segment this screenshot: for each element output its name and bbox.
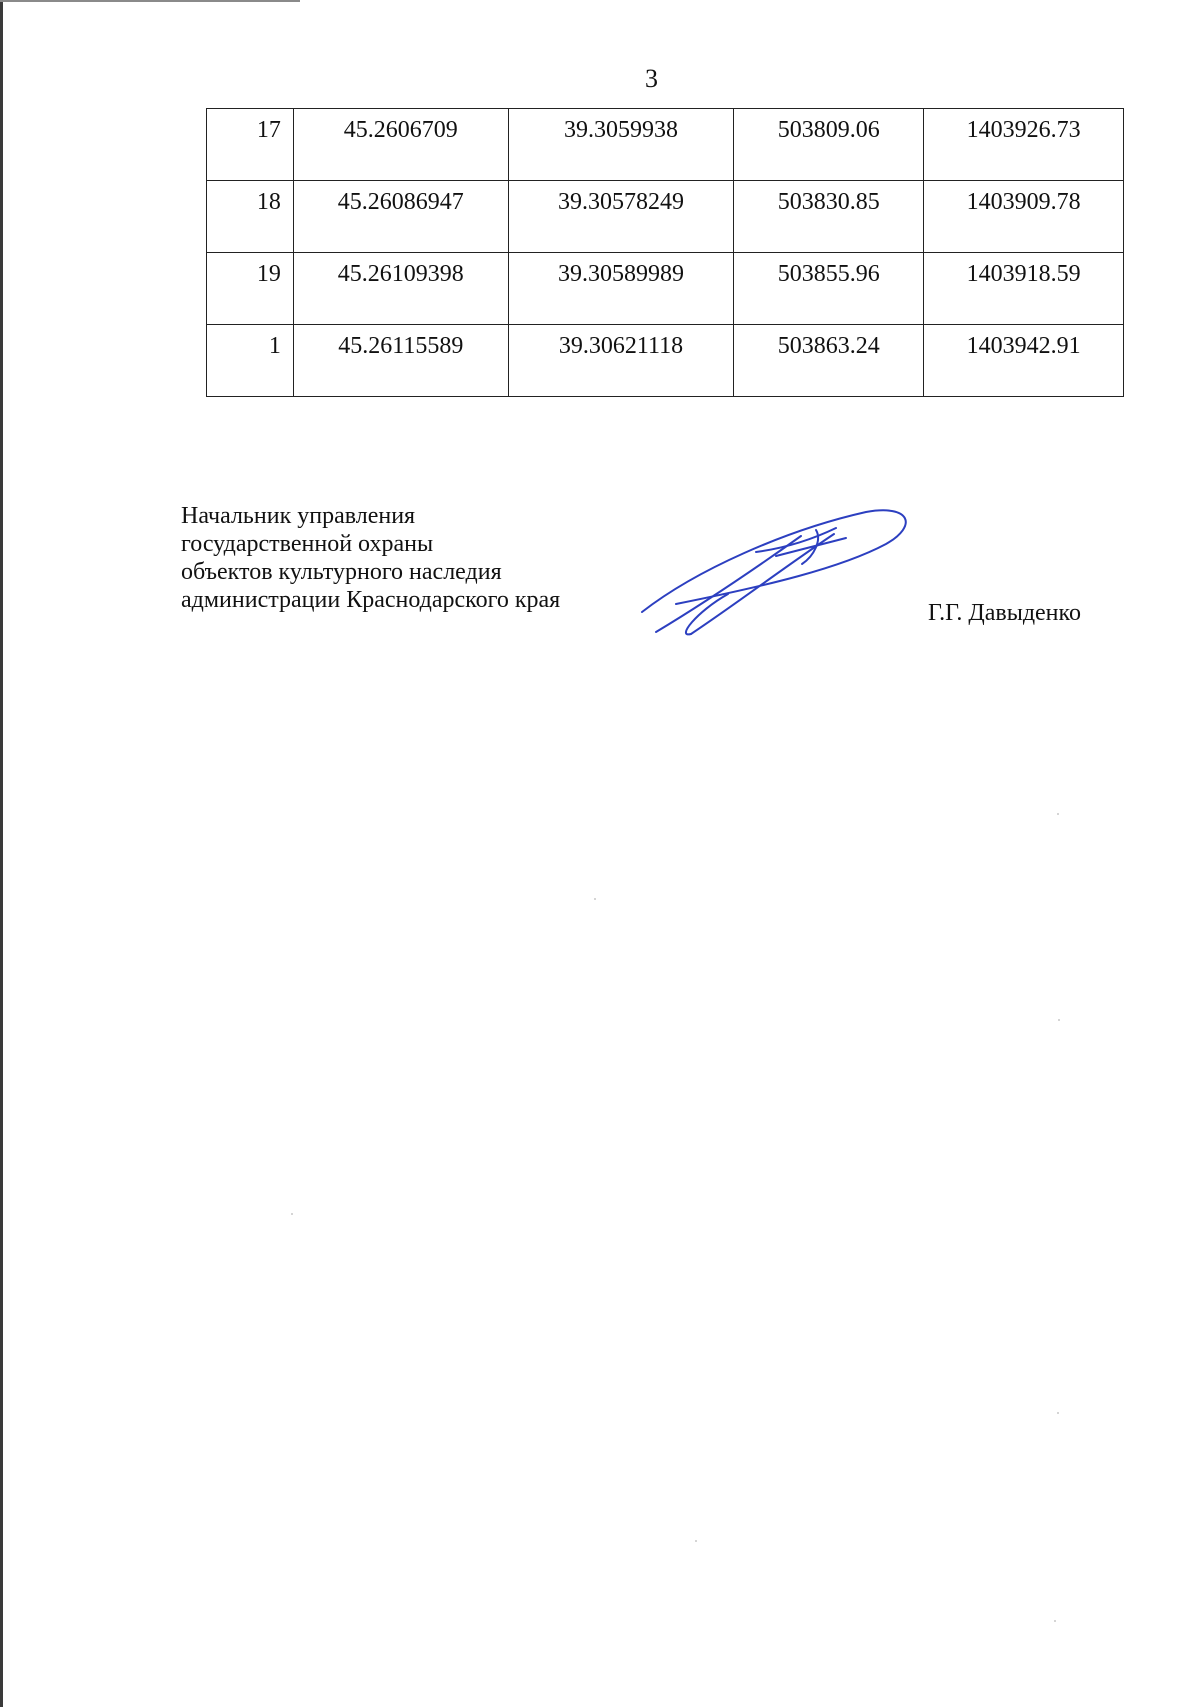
latitude-cell: 45.26115589: [293, 325, 508, 397]
scan-speck: [1054, 1620, 1056, 1622]
scan-speck: [695, 1540, 697, 1542]
scan-speck: [291, 1213, 293, 1215]
scan-top-shadow: [0, 0, 300, 2]
latitude-cell: 45.2606709: [293, 109, 508, 181]
point-number-cell: 18: [207, 181, 294, 253]
table-row: [207, 181, 1124, 253]
signer-name: Г.Г. Давыденко: [928, 600, 1081, 626]
point-number-cell: 1: [207, 325, 294, 397]
y-coordinate-cell: 1403942.91: [924, 325, 1124, 397]
longitude-cell: 39.30589989: [508, 253, 734, 325]
scan-speck: [1057, 1412, 1059, 1414]
coordinates-table: [206, 108, 1124, 397]
handwritten-signature: [636, 500, 916, 640]
y-coordinate-cell: 1403926.73: [924, 109, 1124, 181]
signatory-title-line: государственной охраны: [181, 531, 434, 557]
scan-speck: [594, 898, 596, 900]
signatory-title-line: объектов культурного наследия: [181, 559, 502, 585]
point-number-cell: 19: [207, 253, 294, 325]
x-coordinate-cell: 503855.96: [734, 253, 924, 325]
y-coordinate-cell: 1403909.78: [924, 181, 1124, 253]
y-coordinate-cell: 1403918.59: [924, 253, 1124, 325]
table-row: [207, 253, 1124, 325]
scan-speck: [1057, 813, 1059, 815]
longitude-cell: 39.30621118: [508, 325, 734, 397]
point-number-cell: 17: [207, 109, 294, 181]
signatory-title-line: администрации Краснодарского края: [181, 587, 561, 613]
scan-edge-shadow: [0, 0, 3, 1707]
x-coordinate-cell: 503863.24: [734, 325, 924, 397]
latitude-cell: 45.26109398: [293, 253, 508, 325]
table-row: [207, 109, 1124, 181]
x-coordinate-cell: 503809.06: [734, 109, 924, 181]
signatory-title: [181, 502, 560, 614]
signatory-title-line: Начальник управления: [181, 503, 416, 529]
page-number: 3: [645, 64, 658, 93]
latitude-cell: 45.26086947: [293, 181, 508, 253]
x-coordinate-cell: 503830.85: [734, 181, 924, 253]
longitude-cell: 39.3059938: [508, 109, 734, 181]
scan-speck: [1058, 1019, 1060, 1021]
longitude-cell: 39.30578249: [508, 181, 734, 253]
table-row: [207, 325, 1124, 397]
